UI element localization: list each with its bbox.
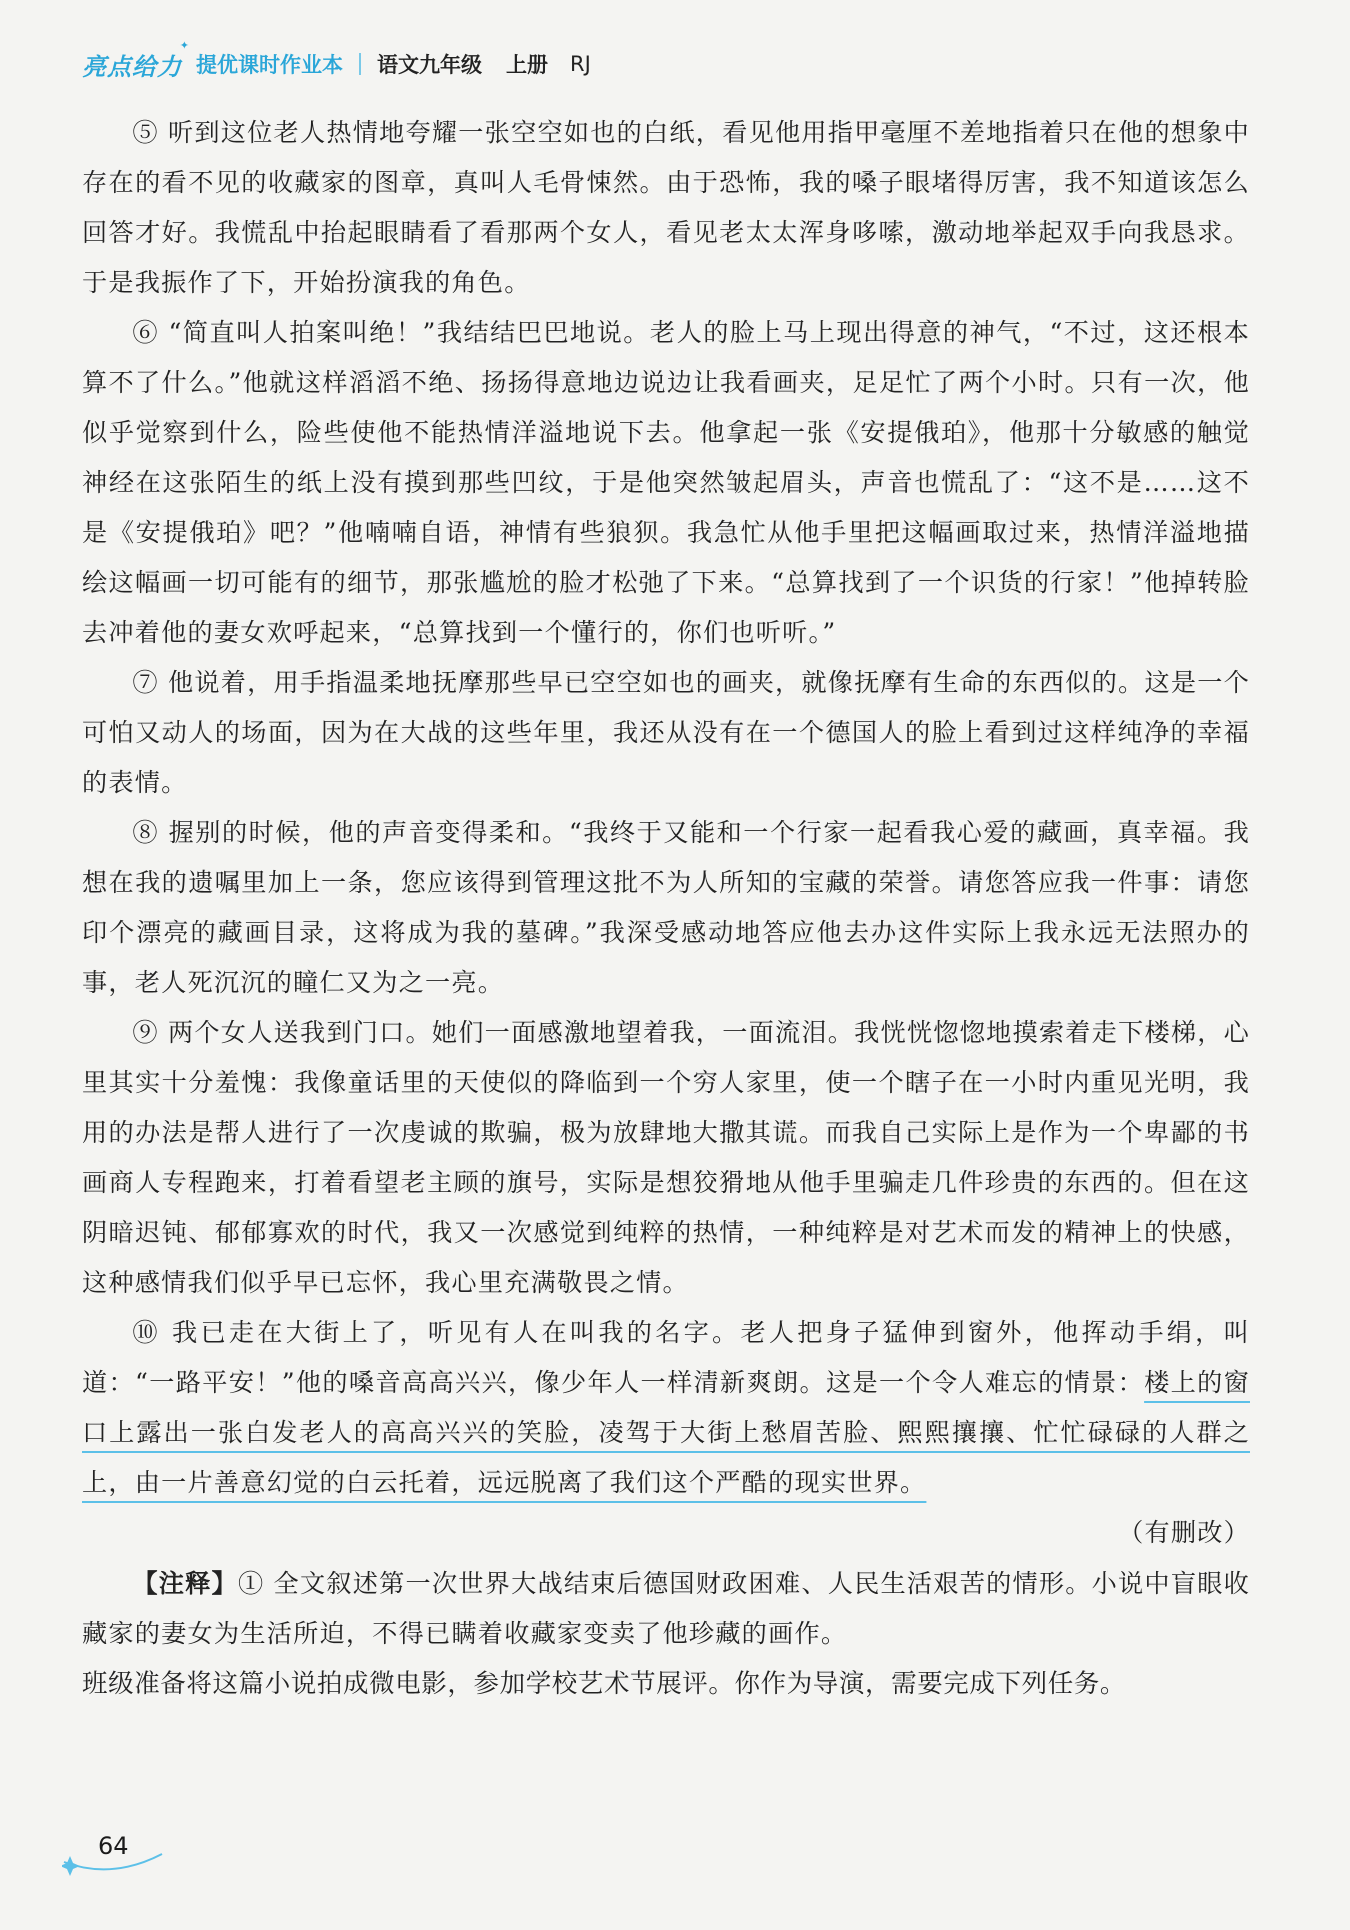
task-intro: 班级准备将这篇小说拍成微电影，参加学校艺术节展评。你作为导演，需要完成下列任务。 xyxy=(82,1669,1127,1699)
paragraph-7: ⑦ 他说着，用手指温柔地抚摩那些早已空空如也的画夹，就像抚摩有生命的东西似的。这是一个可怕又动人的场面，因为在大战的这些年里，我还从没有在一个德国人的脸上看到过这样纯净的幸福的表情。 xyxy=(82,668,1250,797)
page-number: 64 xyxy=(98,1832,129,1860)
page-footer xyxy=(62,1832,162,1882)
paragraph-9: ⑨ 两个女人送我到门口。她们一面感激地望着我，一面流泪。我恍恍惚惚地摸索着走下楼梯，心里其实十分羞愧：我像童话里的天使似的降临到一个穷人家里，使一个瞎子在一小时内重见光明，我用的办法是帮人进行了一次虔诚的欺骗，极为放肆地大撒其谎。而我自己实际上是作为一个卑鄙的书画商人专程跑来，打着看望老主顾的旗号，实际是想狡猾地从他手里骗走几件珍贵的东西的。但在这阴暗迟钝、郁郁寡欢的时代，我又一次感觉到纯粹的热情，一种纯粹是对艺术而发的精神上的快感，这种感情我们似乎早已忘怀，我心里充满敬畏之情。 xyxy=(82,1018,1250,1297)
paragraph-6: ⑥ “简直叫人拍案叫绝！”我结结巴巴地说。老人的脸上马上现出得意的神气，“不过，这还根本算不了什么。”他就这样滔滔不绝、扬扬得意地边说边让我看画夹，足足忙了两个小时。只有一次，他似乎觉察到什么，险些使他不能热情洋溢地说下去。他拿起一张《安提俄珀》，他那十分敏感的触觉神经在这张陌生的纸上没有摸到那些凹纹，于是他突然皱起眉头，声音也慌乱了：“这不是……这不是《安提俄珀》吧？”他喃喃自语，神情有些狼狈。我急忙从他手里把这幅画取过来，热情洋溢地描绘这幅画一切可能有的细节，那张尴尬的脸才松弛了下来。“总算找到了一个识货的行家！”他掉转脸去冲着他的妻女欢呼起来，“总算找到一个懂行的，你们也听听。” xyxy=(82,318,1250,647)
paragraph-10 xyxy=(82,1308,1250,1508)
header-divider xyxy=(359,53,361,75)
brand-logo xyxy=(82,38,190,82)
series-name: 提优课时作业本 xyxy=(196,53,343,77)
edition-label: RJ xyxy=(570,52,591,76)
annotation xyxy=(82,1558,1250,1659)
volume-label: 上册 xyxy=(506,53,548,77)
star-icon: ✦ xyxy=(179,38,190,52)
subject-grade: 语文九年级 xyxy=(377,53,482,77)
source-note: （有删改） xyxy=(1118,1518,1250,1547)
brand-name: 亮点给力 xyxy=(82,52,182,81)
page-header xyxy=(82,38,591,84)
underlined-sentence: 楼上的窗口上露出一张白发老人的高高兴兴的笑脸，凌驾于大街上愁眉苦脸、熙熙攘攘、忙忙碌碌的人群之上，由一片善意幻觉的白云托着，远远脱离了我们这个严酷的现实世界。 xyxy=(82,1368,1250,1497)
annotation-text: ① 全文叙述第一次世界大战结束后德国财政困难、人民生活艰苦的情形。小说中盲眼收藏家的妻女为生活所迫，不得已瞒着收藏家变卖了他珍藏的画作。 xyxy=(82,1569,1250,1648)
paragraph-10-text: ⑩ 我已走在大街上了，听见有人在叫我的名字。老人把身子猛伸到窗外，他挥动手绢，叫道：“一路平安！”他的嗓音高高兴兴，像少年人一样清新爽朗。这是一个令人难忘的情景： xyxy=(82,1318,1250,1397)
paragraph-8: ⑧ 握别的时候，他的声音变得柔和。“我终于又能和一个行家一起看我心爱的藏画，真幸福。我想在我的遗嘱里加上一条，您应该得到管理这批不为人所知的宝藏的荣誉。请您答应我一件事：请您印个漂亮的藏画目录，这将成为我的墓碑。”我深受感动地答应他去办这件实际上我永远无法照办的事，老人死沉沉的瞳仁又为之一亮。 xyxy=(82,818,1250,997)
annotation-label: 【注释】 xyxy=(132,1568,238,1598)
paragraph-5: ⑤ 听到这位老人热情地夸耀一张空空如也的白纸，看见他用指甲毫厘不差地指着只在他的想象中存在的看不见的收藏家的图章，真叫人毛骨悚然。由于恐怖，我的嗓子眼堵得厉害，我不知道该怎么回答才好。我慌乱中抬起眼睛看了看那两个女人，看见老太太浑身哆嗦，激动地举起双手向我恳求。于是我振作了下，开始扮演我的角色。 xyxy=(82,118,1250,297)
article-body xyxy=(82,108,1250,1709)
